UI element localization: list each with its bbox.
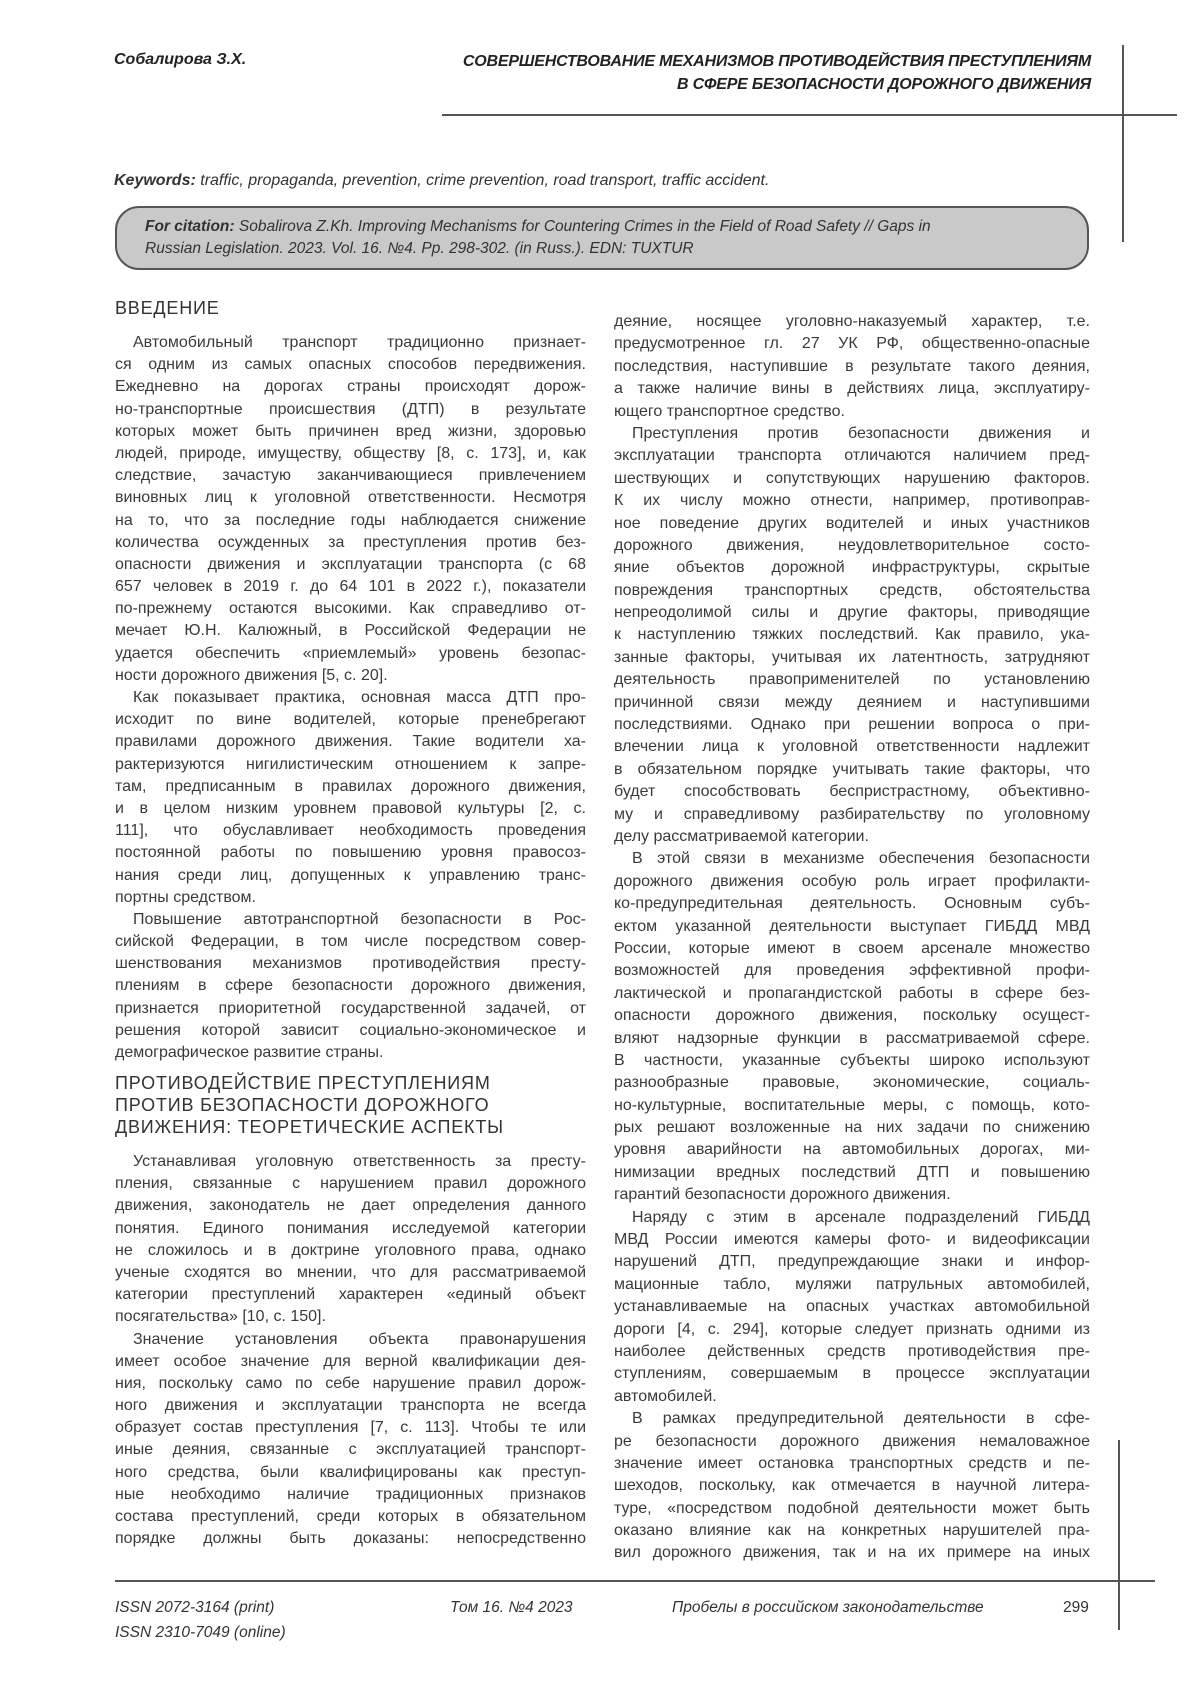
text-line: следствие, зачастую заканчивающиеся привлечением	[115, 467, 586, 485]
citation-box	[115, 206, 1089, 270]
text-line: 657 человек в 2019 г. до 64 101 в 2022 г.), показатели	[115, 578, 586, 596]
text-line: ные необходимо наличие традиционных признаков	[115, 1485, 586, 1503]
text-line: гарантий безопасности дорожного движения.	[614, 1186, 951, 1204]
text-line: правилами дорожного движения. Такие водители ха-	[115, 733, 586, 751]
text-line: будет способствовать беспристрастному, объективно-	[614, 783, 1090, 801]
text-line: исходит по вине водителей, которые пренебрегают	[115, 711, 586, 729]
text-line: Значение установления объекта правонарушения	[133, 1330, 586, 1348]
section-heading-introduction: ВВЕДЕНИЕ	[115, 298, 220, 318]
text-line: последствия, наступившие в результате такого деяния,	[614, 357, 1090, 375]
text-line: постоянной работы по повышению уровня правосоз-	[115, 844, 586, 862]
text-line: оказано влияние как на конкретных нарушителей пра-	[614, 1522, 1090, 1540]
paragraph	[115, 687, 586, 909]
text-line: не сложилось и в доктрине уголовного права, однако	[115, 1241, 586, 1259]
citation-label: For citation:	[145, 218, 235, 235]
text-line: ного средства, были квалифицированы как преступ-	[115, 1463, 586, 1481]
text-line: Ежедневно на дорогах страны происходят дорож-	[115, 378, 586, 396]
text-line: рых решают возложенные на них задачи по снижению	[614, 1119, 1090, 1137]
text-line: Автомобильный транспорт традиционно признает-	[133, 334, 586, 351]
footer-rule	[115, 1580, 1155, 1582]
text-line: ности дорожного движения [5, с. 20].	[115, 666, 388, 684]
page-number: 299	[1063, 1599, 1089, 1616]
section-heading-countering-crimes	[115, 1072, 504, 1138]
text-line: мечает Ю.Н. Калюжный, в Российской Федерации не	[115, 622, 586, 640]
text-line: дорожного движения особую роль играет профилакти-	[614, 872, 1090, 890]
text-line: ющего транспортное средство.	[614, 402, 845, 420]
text-line: к наступлению тяжких последствий. Как правило, ука-	[614, 626, 1090, 644]
text-line: деятельность правоприменителей по установлению	[614, 671, 1090, 689]
text-line: В рамках предупредительной деятельности в сфе-	[632, 1410, 1090, 1428]
text-line: делу рассматриваемой категории.	[614, 827, 869, 845]
text-line: Наряду с этим в арсенале подразделений ГИБДД	[632, 1208, 1090, 1226]
text-line: ко-предупредительная деятельность. Основным субъ-	[614, 895, 1090, 913]
text-line: автомобилей.	[614, 1387, 717, 1405]
text-line: ектом указанной деятельности выступает ГИБДД МВД	[614, 917, 1090, 935]
text-line: пления, связанные с нарушением правил дорожного	[115, 1175, 586, 1193]
footer-volume: Том 16. №4 2023	[450, 1599, 573, 1616]
text-line: движения, законодатель не дает определения данного	[115, 1197, 586, 1215]
text-line: значение имеет остановка транспортных средств и пе-	[614, 1454, 1090, 1472]
paragraph	[115, 1151, 586, 1329]
text-line: туре, «посредством подобной деятельности может быть	[614, 1499, 1090, 1517]
right-column	[614, 311, 1090, 1565]
footer-issn	[115, 1595, 286, 1645]
text-line: Устанавливая уголовную ответственность за престу-	[133, 1153, 586, 1170]
text-line: дороги [4, с. 294], которые следует признать одними из	[614, 1320, 1090, 1338]
text-line: МВД России имеются камеры фото- и видеофиксации	[614, 1231, 1090, 1249]
text-line: дорожного движения, неудовлетворительное состо-	[614, 536, 1090, 554]
text-line: в обязательном порядке учитывать такие факторы, что	[614, 760, 1090, 778]
text-line: эксплуатации транспорта отличаются наличием пред-	[614, 447, 1090, 465]
text-line: ния, поскольку само по себе нарушение правил дорож-	[115, 1374, 586, 1392]
text-line: плениям в сфере безопасности дорожного движения,	[115, 977, 586, 995]
paragraph	[614, 1408, 1090, 1565]
text-line: лактической и пропагандистской работы в сфере без-	[614, 984, 1090, 1002]
paragraph	[115, 332, 586, 687]
text-line: опасности движения и эксплуатации транспорта (с 68	[115, 555, 586, 573]
text-line: 111], что обуславливает необходимость проведения	[115, 822, 586, 840]
text-line: причинной связи между деянием и наступившими	[614, 693, 1090, 711]
text-line: людей, природе, имуществу, обществу [8, с. 173], и, как	[115, 444, 586, 462]
text-line: иные деяния, связанные с эксплуатацией транспорт-	[115, 1441, 586, 1459]
text-line: опасности дорожного движения, поскольку осущест-	[614, 1007, 1090, 1025]
section-heading-line: ДВИЖЕНИЯ: ТЕОРЕТИЧЕСКИЕ АСПЕКТЫ	[115, 1117, 504, 1137]
citation-text-line: Russian Legislation. 2023. Vol. 16. №4. Pp. 298-302. (in Russ.). EDN: TUXTUR	[145, 240, 694, 257]
text-line: мационные табло, муляжи патрульных автомобилей,	[614, 1275, 1090, 1293]
text-line: посягательства» [10, с. 150].	[115, 1308, 326, 1326]
text-line: В этой связи в механизме обеспечения безопасности	[632, 850, 1090, 868]
paragraph	[115, 1329, 586, 1551]
text-line: но-культурные, воспитательные меры, с помощь, кото-	[614, 1096, 1090, 1114]
text-line: по-прежнему остаются высокими. Как справедливо от-	[115, 600, 586, 618]
text-line: нарушений ДТП, предупреждающие знаки и инфор-	[614, 1253, 1090, 1271]
text-line: непреодолимой силы и другие факторы, приводящие	[614, 604, 1090, 622]
issn-online: ISSN 2310-7049 (online)	[115, 1624, 286, 1641]
keywords	[114, 172, 769, 190]
text-line: В частности, указанные субъекты широко используют	[614, 1051, 1090, 1069]
text-line: образует состав преступления [7, с. 113]. Чтобы те или	[115, 1419, 586, 1437]
text-line: которых может быть причинен вред жизни, здоровью	[115, 422, 586, 440]
text-line: на то, что за последние годы наблюдается снижение	[115, 511, 586, 529]
text-line: устанавливаемые на опасных участках автомобильной	[614, 1298, 1090, 1316]
text-line: ученые сходятся во мнении, что для рассматриваемой	[115, 1263, 586, 1281]
paragraph	[115, 909, 586, 1064]
text-line: решения которой зависит социально-экономическое и	[115, 1021, 586, 1039]
text-line: понятия. Единого понимания исследуемой категории	[115, 1219, 586, 1237]
text-line: шеходов, поскольку, как отмечается в научной литера-	[614, 1477, 1090, 1495]
text-line: и в целом низким уровнем правовой культуры [2, с.	[115, 799, 586, 817]
paragraph	[614, 423, 1090, 848]
running-header-title-line: СОВЕРШЕНСТВОВАНИЕ МЕХАНИЗМОВ ПРОТИВОДЕЙСТВИЯ ПРЕСТУПЛЕНИЯМ	[462, 53, 1091, 70]
text-line: последствиями. Однако при решении вопроса о при-	[614, 716, 1090, 734]
keywords-label: Keywords:	[114, 172, 196, 189]
text-line: портны средством.	[115, 888, 256, 906]
running-header-title-line: В СФЕРЕ БЕЗОПАСНОСТИ ДОРОЖНОГО ДВИЖЕНИЯ	[676, 76, 1091, 93]
text-line: Преступления против безопасности движения и	[632, 424, 1090, 442]
left-column-intro	[115, 332, 586, 1064]
text-line: яние объектов дорожной инфраструктуры, скрытые	[614, 559, 1090, 577]
text-line: виновных лиц к уголовной ответственности. Несмотря	[115, 489, 586, 507]
text-line: России, которые имеют в своем арсенале множество	[614, 939, 1090, 957]
text-line: разнообразные правовые, экономические, социаль-	[614, 1074, 1090, 1092]
paragraph	[614, 848, 1090, 1206]
header-rule	[442, 114, 1177, 116]
text-line: Как показывает практика, основная масса ДТП про-	[133, 689, 586, 706]
text-line: вил дорожного движения, так и на их примере на иных	[614, 1544, 1090, 1562]
text-line: а также наличие вины в действиях лица, эксплуатиру-	[614, 380, 1090, 398]
issn-print: ISSN 2072-3164 (print)	[115, 1599, 275, 1616]
text-line: ре безопасности дорожного движения немаловажное	[614, 1432, 1090, 1450]
text-line: ступлениям, совершаемым в процессе эксплуатации	[614, 1365, 1090, 1383]
text-line: шествующих и сопутствующих нарушению факторов.	[614, 469, 1090, 487]
text-line: уровня аварийности на автомобильных дорогах, ми-	[614, 1141, 1090, 1159]
running-header-title	[463, 50, 1091, 96]
text-line: рактеризуются нигилистическим отношением к запре-	[115, 755, 586, 773]
text-line: сийской Федерации, в том числе посредством совер-	[115, 933, 586, 951]
text-line: нания среди лиц, допущенных к управлению транс-	[115, 866, 586, 884]
text-line: деяние, носящее уголовно-наказуемый характер, т.е.	[614, 313, 1090, 330]
text-line: но-транспортные происшествия (ДТП) в результате	[115, 400, 586, 418]
text-line: нимизации вредных последствий ДТП и повышению	[614, 1163, 1090, 1181]
paragraph	[614, 311, 1090, 423]
text-line: Повышение автотранспортной безопасности в Рос-	[133, 910, 586, 928]
text-line: ся одним из самых опасных способов передвижения.	[115, 356, 586, 374]
text-line: вляют надзорные функции в рассматриваемой сфере.	[614, 1029, 1090, 1047]
header-vertical-rule	[1122, 45, 1124, 242]
keywords-text: traffic, propaganda, prevention, crime prevention, road transport, traffic accident.	[195, 172, 770, 189]
text-line: шенствования механизмов противодействия престу-	[115, 955, 586, 973]
text-line: имеет особое значение для верной квалификации дея-	[115, 1352, 586, 1370]
text-line: предусмотренное гл. 27 УК РФ, общественно-опасные	[614, 335, 1090, 353]
footer-journal-name: Пробелы в российском законодательстве	[672, 1599, 984, 1616]
text-line: наиболее действенных средств противодействия пре-	[614, 1342, 1090, 1360]
section-heading-line: ПРОТИВ БЕЗОПАСНОСТИ ДОРОЖНОГО	[115, 1095, 490, 1115]
running-header-author: Собалирова З.Х.	[114, 51, 247, 68]
text-line: влечении лица к уголовной ответственности надлежит	[614, 738, 1090, 756]
text-line: К их числу можно отнести, например, противоправ-	[614, 492, 1090, 510]
text-line: категории преступлений характерен «единый объект	[115, 1286, 586, 1304]
text-line: ное поведение других водителей и иных участников	[614, 514, 1090, 532]
text-line: там, предписанным в правилах дорожного движения,	[115, 777, 586, 795]
text-line: повреждения транспортных средств, обстоятельства	[614, 581, 1090, 599]
text-line: ного движения и эксплуатации транспорта не всегда	[115, 1397, 586, 1415]
text-line: количества осужденных за преступления против без-	[115, 533, 586, 551]
text-line: возможностей для проведения эффективной профи-	[614, 962, 1090, 980]
text-line: му и справедливому разбирательству по уголовному	[614, 805, 1090, 823]
text-line: демографическое развитие страны.	[115, 1044, 384, 1061]
citation-text-line: Sobalirova Z.Kh. Improving Mechanisms for Countering Crimes in the Field of Road Safety // Gaps in	[234, 218, 931, 235]
text-line: признается приоритетной государственной задачей, от	[115, 999, 586, 1017]
footer-vertical-rule	[1118, 1440, 1120, 1630]
text-line: удается обеспечить «приемлемый» уровень безопас-	[115, 644, 586, 662]
text-line: порядке должны быть доказаны: непосредственно	[115, 1530, 586, 1548]
left-column-theory	[115, 1151, 586, 1550]
text-line: занные факторы, учитывая их латентность, затрудняют	[614, 648, 1090, 666]
section-heading-line: ПРОТИВОДЕЙСТВИЕ ПРЕСТУПЛЕНИЯМ	[115, 1073, 491, 1093]
paragraph	[614, 1207, 1090, 1409]
text-line: состава преступлений, среди которых в обязательном	[115, 1508, 586, 1525]
